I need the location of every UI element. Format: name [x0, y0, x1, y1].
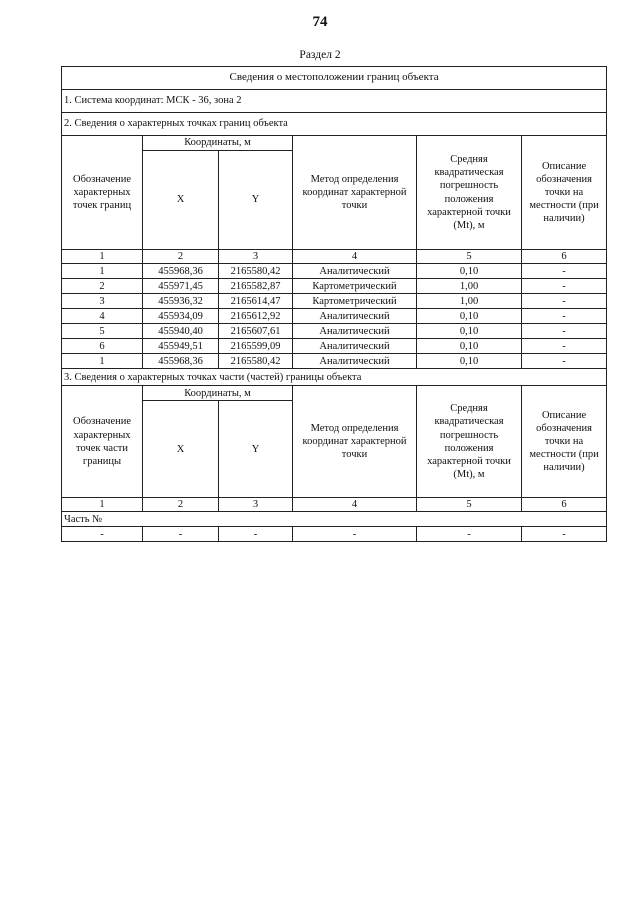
point-id: 2	[62, 279, 143, 294]
error-value: 0,10	[417, 324, 522, 339]
header-designation: Обозначение характерных точек части границы	[62, 386, 143, 498]
column-numbers-row	[62, 498, 607, 512]
table-title: Сведения о местоположении границ объекта	[62, 67, 607, 90]
table-row	[62, 354, 607, 369]
coord-x: 455971,45	[143, 279, 219, 294]
point-id: 1	[62, 264, 143, 279]
coord-x: 455949,51	[143, 339, 219, 354]
coord-x: -	[143, 527, 219, 542]
method: Аналитический	[293, 339, 417, 354]
column-number: 3	[219, 498, 293, 512]
coord-y: -	[219, 527, 293, 542]
header-y: Y	[219, 401, 293, 498]
column-number: 1	[62, 498, 143, 512]
description: -	[522, 309, 607, 324]
method: Аналитический	[293, 324, 417, 339]
table-row	[62, 339, 607, 354]
coord-x: 455936,32	[143, 294, 219, 309]
error-value: 0,10	[417, 264, 522, 279]
method: Аналитический	[293, 309, 417, 324]
point-id: 1	[62, 354, 143, 369]
point-id: 4	[62, 309, 143, 324]
error-value: 0,10	[417, 309, 522, 324]
method: Аналитический	[293, 354, 417, 369]
method: Картометрический	[293, 279, 417, 294]
header-method: Метод определения координат характерной точки	[293, 136, 417, 250]
table-row	[62, 264, 607, 279]
column-number: 4	[293, 250, 417, 264]
column-number: 2	[143, 498, 219, 512]
point-id: -	[62, 527, 143, 542]
coord-x: 455968,36	[143, 264, 219, 279]
coord-y: 2165614,47	[219, 294, 293, 309]
description: -	[522, 294, 607, 309]
point-id: 3	[62, 294, 143, 309]
description: -	[522, 264, 607, 279]
description: -	[522, 339, 607, 354]
header-error: Средняя квадратическая погрешность положения характерной точки (Mt), м	[417, 136, 522, 250]
header-method: Метод определения координат характерной точки	[293, 386, 417, 498]
method: Картометрический	[293, 294, 417, 309]
error-value: 0,10	[417, 339, 522, 354]
coord-x: 455940,40	[143, 324, 219, 339]
description: -	[522, 354, 607, 369]
coord-y: 2165582,87	[219, 279, 293, 294]
boundaries-table	[61, 66, 607, 542]
table-row	[62, 279, 607, 294]
table-row	[62, 294, 607, 309]
coord-y: 2165580,42	[219, 354, 293, 369]
error-value: 1,00	[417, 279, 522, 294]
header-x: X	[143, 151, 219, 250]
table-row	[62, 324, 607, 339]
column-numbers-row	[62, 250, 607, 264]
error-value: -	[417, 527, 522, 542]
description: -	[522, 279, 607, 294]
coord-x: 455934,09	[143, 309, 219, 324]
point-id: 6	[62, 339, 143, 354]
column-number: 6	[522, 250, 607, 264]
table-row	[62, 527, 607, 542]
coordinate-system: 1. Система координат: МСК - 36, зона 2	[62, 90, 607, 113]
part-label: Часть №	[62, 512, 607, 527]
coord-y: 2165607,61	[219, 324, 293, 339]
page-number: 74	[312, 14, 328, 30]
column-number: 6	[522, 498, 607, 512]
error-value: 0,10	[417, 354, 522, 369]
section-label: Раздел 2	[299, 49, 341, 61]
header-x: X	[143, 401, 219, 498]
header-y: Y	[219, 151, 293, 250]
header-description: Описание обозначения точки на местности (при наличии)	[522, 136, 607, 250]
method: Аналитический	[293, 264, 417, 279]
coord-x: 455968,36	[143, 354, 219, 369]
column-number: 5	[417, 498, 522, 512]
header-coordinates: Координаты, м	[143, 386, 293, 401]
coord-y: 2165612,92	[219, 309, 293, 324]
description: -	[522, 324, 607, 339]
header-error: Средняя квадратическая погрешность положения характерной точки (Mt), м	[417, 386, 522, 498]
coord-y: 2165599,09	[219, 339, 293, 354]
header-designation: Обозначение характерных точек границ	[62, 136, 143, 250]
column-number: 5	[417, 250, 522, 264]
column-number: 3	[219, 250, 293, 264]
header-description: Описание обозначения точки на местности (при наличии)	[522, 386, 607, 498]
column-number: 4	[293, 498, 417, 512]
column-number: 2	[143, 250, 219, 264]
header-coordinates: Координаты, м	[143, 136, 293, 151]
description: -	[522, 527, 607, 542]
section2-title: 2. Сведения о характерных точках границ объекта	[62, 113, 607, 136]
method: -	[293, 527, 417, 542]
table-row	[62, 309, 607, 324]
coord-y: 2165580,42	[219, 264, 293, 279]
column-number: 1	[62, 250, 143, 264]
point-id: 5	[62, 324, 143, 339]
error-value: 1,00	[417, 294, 522, 309]
section3-title: 3. Сведения о характерных точках части (частей) границы объекта	[62, 369, 607, 386]
